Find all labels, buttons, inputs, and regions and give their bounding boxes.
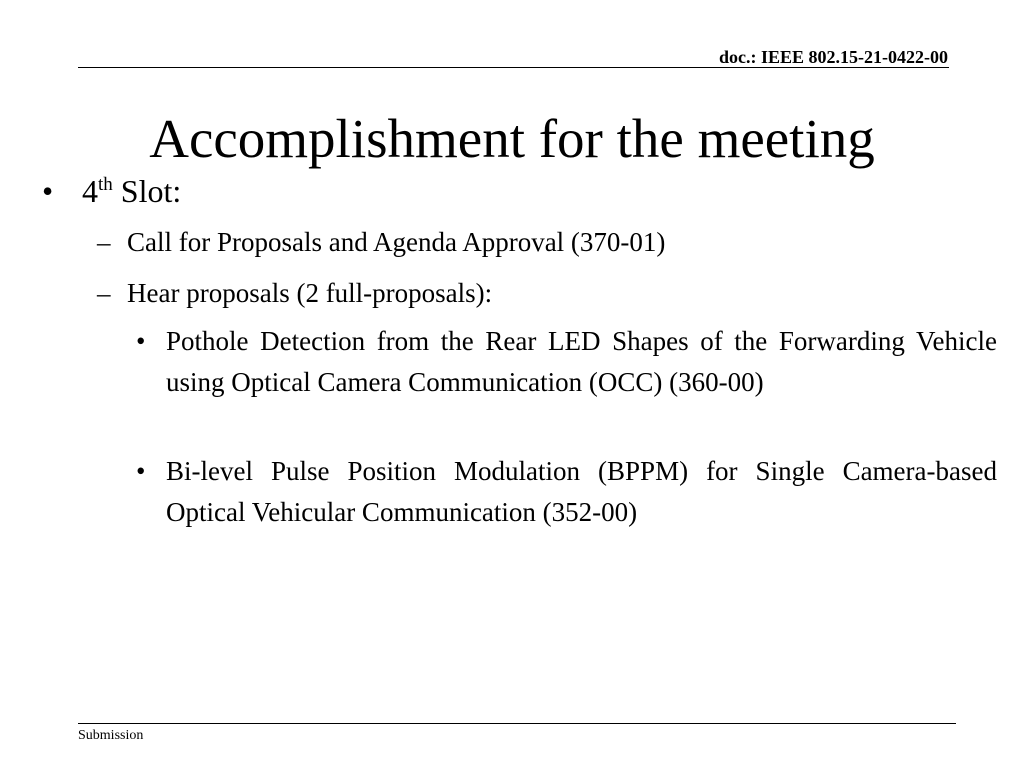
slide-title: Accomplishment for the meeting	[149, 108, 875, 169]
dash-marker: –	[97, 227, 111, 257]
footer-label: Submission	[78, 728, 144, 743]
slot-label: Slot:	[112, 173, 182, 209]
sub-list-item-text: Pothole Detection from the Rear LED Shapes of the Forwarding Vehicle using Optical Camera Communication (OCC) (360-00)	[166, 326, 997, 397]
list-item	[97, 273, 492, 313]
sub-list-item	[136, 321, 997, 402]
header-divider	[78, 67, 949, 68]
sub-list-item-text: Bi-level Pulse Position Modulation (BPPM) for Single Camera-based Optical Vehicular Communication (352-00)	[166, 456, 997, 527]
bullet-marker: •	[136, 326, 146, 356]
bullet-marker: •	[42, 173, 54, 209]
slot-ordinal-number: 4	[82, 173, 98, 209]
slot-ordinal-suffix: th	[98, 174, 113, 195]
dash-marker: –	[97, 278, 111, 308]
bullet-slot	[42, 168, 181, 214]
doc-id: doc.: IEEE 802.15-21-0422-00	[719, 47, 948, 67]
bullet-marker: •	[136, 456, 146, 486]
list-item-text: Hear proposals (2 full-proposals):	[127, 278, 493, 308]
sub-list-item	[136, 451, 997, 532]
footer-divider	[78, 723, 956, 724]
list-item	[97, 222, 665, 262]
list-item-text: Call for Proposals and Agenda Approval (370-01)	[127, 227, 666, 257]
